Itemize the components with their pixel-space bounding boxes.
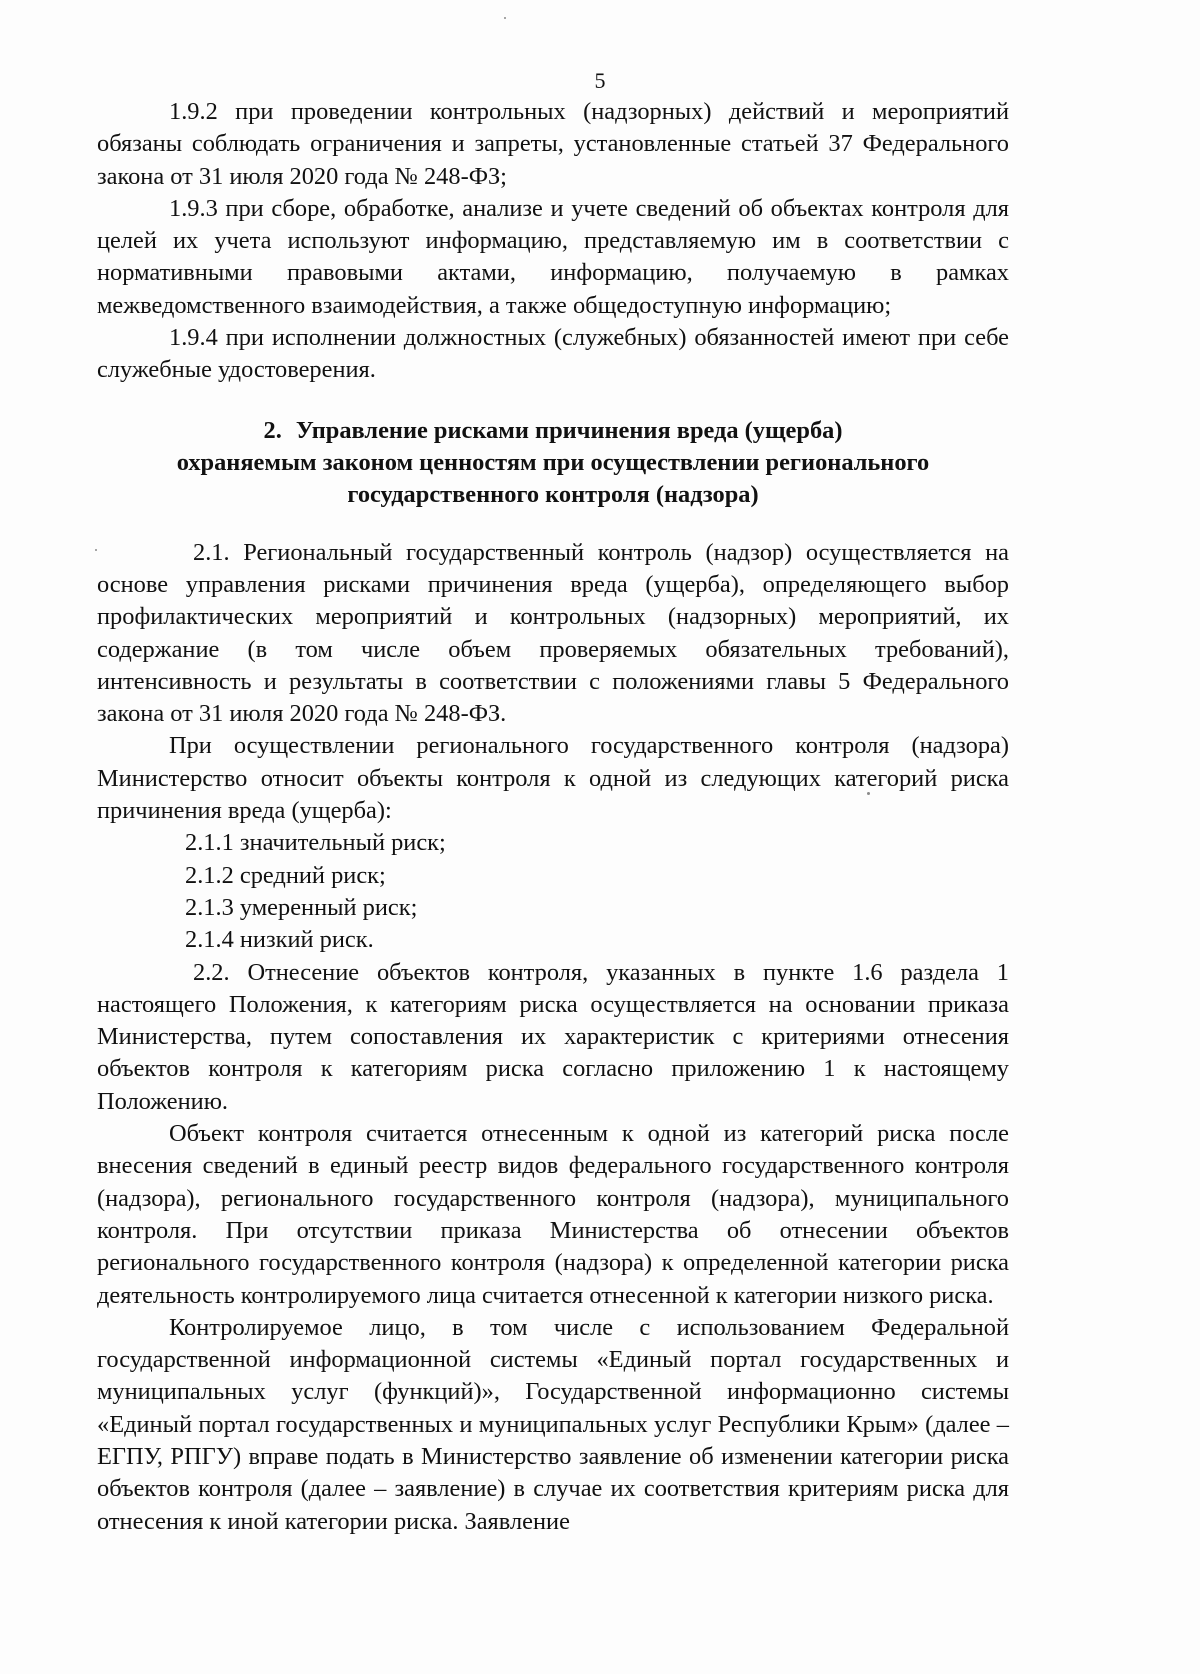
scan-artifact <box>95 549 97 551</box>
paragraph-object-control: Объект контроля считается отнесенным к одной из категорий риска после внесения сведений в единый реестр видов федерального государственного контроля (надзора), регионального государственного контроля (надзора), муниципального контроля. При отсутствии приказа Министерства об отнесении объектов регионального государственного контроля (надзора) к определенной категории риска деятельность контролируемого лица считается отнесенной к категории низкого риска. <box>97 1120 1009 1309</box>
list-item-risk-medium: 2.1.2 средний риск; <box>185 861 386 889</box>
scan-artifact <box>867 792 870 795</box>
section-heading-line-3: государственного контроля (надзора) <box>347 480 759 508</box>
paragraph-controlled-person: Контролируемое лицо, в том числе с использованием Федеральной государственной информационной системы «Единый портал государственных и муниципальных услуг (функций)», Государственной информационно системы «Единый портал государственных и муниципальных услуг Республики Крым» (далее – ЕГПУ, РПГУ) вправе подать в Министерство заявление об изменении категории риска объектов контроля (далее – заявление) в случае их соответствия критериям риска для отнесения к иной категории риска. Заявление <box>97 1313 1009 1535</box>
scan-artifact <box>504 17 506 19</box>
list-item-risk-moderate: 2.1.3 умеренный риск; <box>185 893 418 921</box>
section-heading-text-1: Управление рисками причинения вреда (ущерба) <box>295 416 843 444</box>
paragraph-2-1: 2.1. Региональный государственный контроль (надзор) осуществляется на основе управления рисками причинения вреда (ущерба), определяющего выбор профилактических мероприятий и контрольных (надзорных) мероприятий, их содержание (в том числе объем проверяемых обязательных требований), интенсивность и результаты в соответствии с положениями главы 5 Федерального закона от 31 июля 2020 года № 248-ФЗ. <box>97 538 1009 728</box>
section-heading-line-1 <box>97 415 1009 447</box>
section-number: 2. <box>263 416 282 444</box>
document-body <box>97 96 1009 1538</box>
paragraph-categories-intro: При осуществлении регионального государственного контроля (надзора) Министерство относит объекты контроля к одной из следующих категорий риска причинения вреда (ущерба): <box>97 732 1009 825</box>
section-2-heading <box>97 415 1009 511</box>
page-number: 5 <box>594 68 606 93</box>
paragraph-1-9-4: 1.9.4 при исполнении должностных (служебных) обязанностей имеют при себе служебные удостоверения. <box>97 324 1009 384</box>
section-heading-line-2: охраняемым законом ценностям при осуществлении регионального <box>176 448 930 476</box>
list-item-risk-low: 2.1.4 низкий риск. <box>185 926 374 954</box>
list-item-risk-significant: 2.1.1 значительный риск; <box>185 829 446 857</box>
paragraph-1-9-2: 1.9.2 при проведении контрольных (надзорных) действий и мероприятий обязаны соблюдать ограничения и запреты, установленные статьей 37 Федерального закона от 31 июля 2020 года № 248-ФЗ; <box>97 98 1009 190</box>
paragraph-1-9-3: 1.9.3 при сборе, обработке, анализе и учете сведений об объектах контроля для целей их учета используют информацию, представляемую им в соответствии с нормативными правовыми актами, информацию, получаемую в рамках межведомственного взаимодействия, а также общедоступную информацию; <box>97 194 1009 319</box>
paragraph-2-2: 2.2. Отнесение объектов контроля, указанных в пункте 1.6 раздела 1 настоящего Положения, к категориям риска осуществляется на основании приказа Министерства, путем сопоставления их характеристик с критериями отнесения объектов контроля к категориям риска согласно приложению 1 к настоящему Положению. <box>97 958 1009 1115</box>
